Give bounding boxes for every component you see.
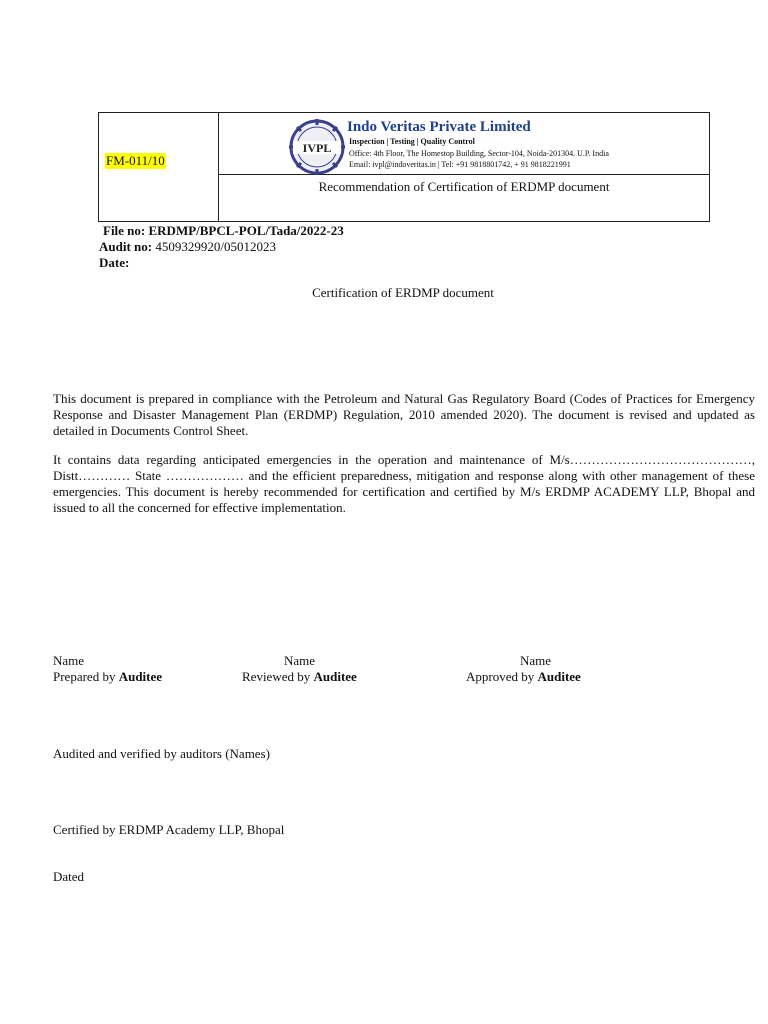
audited-verified-line: Audited and verified by auditors (Names) bbox=[53, 746, 270, 761]
file-number: File no: ERDMP/BPCL-POL/Tada/2022-23 bbox=[103, 223, 344, 238]
reviewed-by-label: Reviewed by bbox=[242, 669, 314, 684]
prepared-by bbox=[53, 669, 162, 685]
prepared-by-label: Prepared by bbox=[53, 669, 119, 684]
recommendation-title: Recommendation of Certification of ERDMP document bbox=[318, 179, 610, 194]
company-contact: Email: ivpl@indoveritas.in | Tel: +91 9818801742, + 91 9818221991 bbox=[349, 160, 571, 169]
dated-line: Dated bbox=[53, 869, 85, 884]
approved-by bbox=[466, 669, 581, 685]
recommendation-cell bbox=[219, 175, 709, 221]
company-logo bbox=[289, 119, 345, 175]
company-name: Indo Veritas Private Limited bbox=[347, 119, 531, 135]
document-title: Certification of ERDMP document bbox=[312, 285, 494, 300]
emergencies-paragraph: It contains data regarding anticipated emergencies in the operation and maintenance of M/s……………………………………, Distt………… State ……………… and the efficient preparedness, mitigation and response along with other management of these emergencies. This document is hereby recommended for certification and certified by M/s ERDMP ACADEMY LLP, Bhopal and issued to all the concerned for effective implementation. bbox=[53, 452, 755, 515]
logo-text: IVPL bbox=[302, 141, 332, 155]
reviewed-by bbox=[242, 669, 357, 685]
reviewed-by-auditee: Auditee bbox=[313, 669, 357, 684]
document-header bbox=[98, 112, 710, 222]
approved-by-auditee: Auditee bbox=[537, 669, 581, 684]
audit-label: Audit no: bbox=[99, 239, 153, 254]
company-office-address: Office: 4th Floor, The Homestop Building, Sector-104, Noida-201304. U.P. India bbox=[349, 149, 609, 158]
company-tagline: Inspection | Testing | Quality Control bbox=[349, 137, 475, 146]
compliance-paragraph: This document is prepared in compliance with the Petroleum and Natural Gas Regulatory Board (Codes of Practices for Emergency Response and Disaster Management Plan (ERDMP) Regulation, 2010 amended 2020). The document is revised and updated as detailed in Documents Control Sheet. bbox=[53, 391, 755, 438]
audit-number bbox=[99, 239, 276, 255]
form-code: FM-011/10 bbox=[106, 153, 165, 168]
prepared-name-label: Name bbox=[53, 653, 85, 668]
audit-value: 4509329920/05012023 bbox=[152, 239, 276, 254]
certified-by-line: Certified by ERDMP Academy LLP, Bhopal bbox=[53, 822, 285, 837]
approved-by-label: Approved by bbox=[466, 669, 538, 684]
date-label: Date: bbox=[99, 255, 130, 270]
reviewed-name-label: Name bbox=[284, 653, 316, 668]
approved-name-label: Name bbox=[520, 653, 552, 668]
prepared-by-auditee: Auditee bbox=[118, 669, 163, 684]
form-code-cell bbox=[99, 113, 219, 221]
company-cell bbox=[219, 113, 709, 175]
